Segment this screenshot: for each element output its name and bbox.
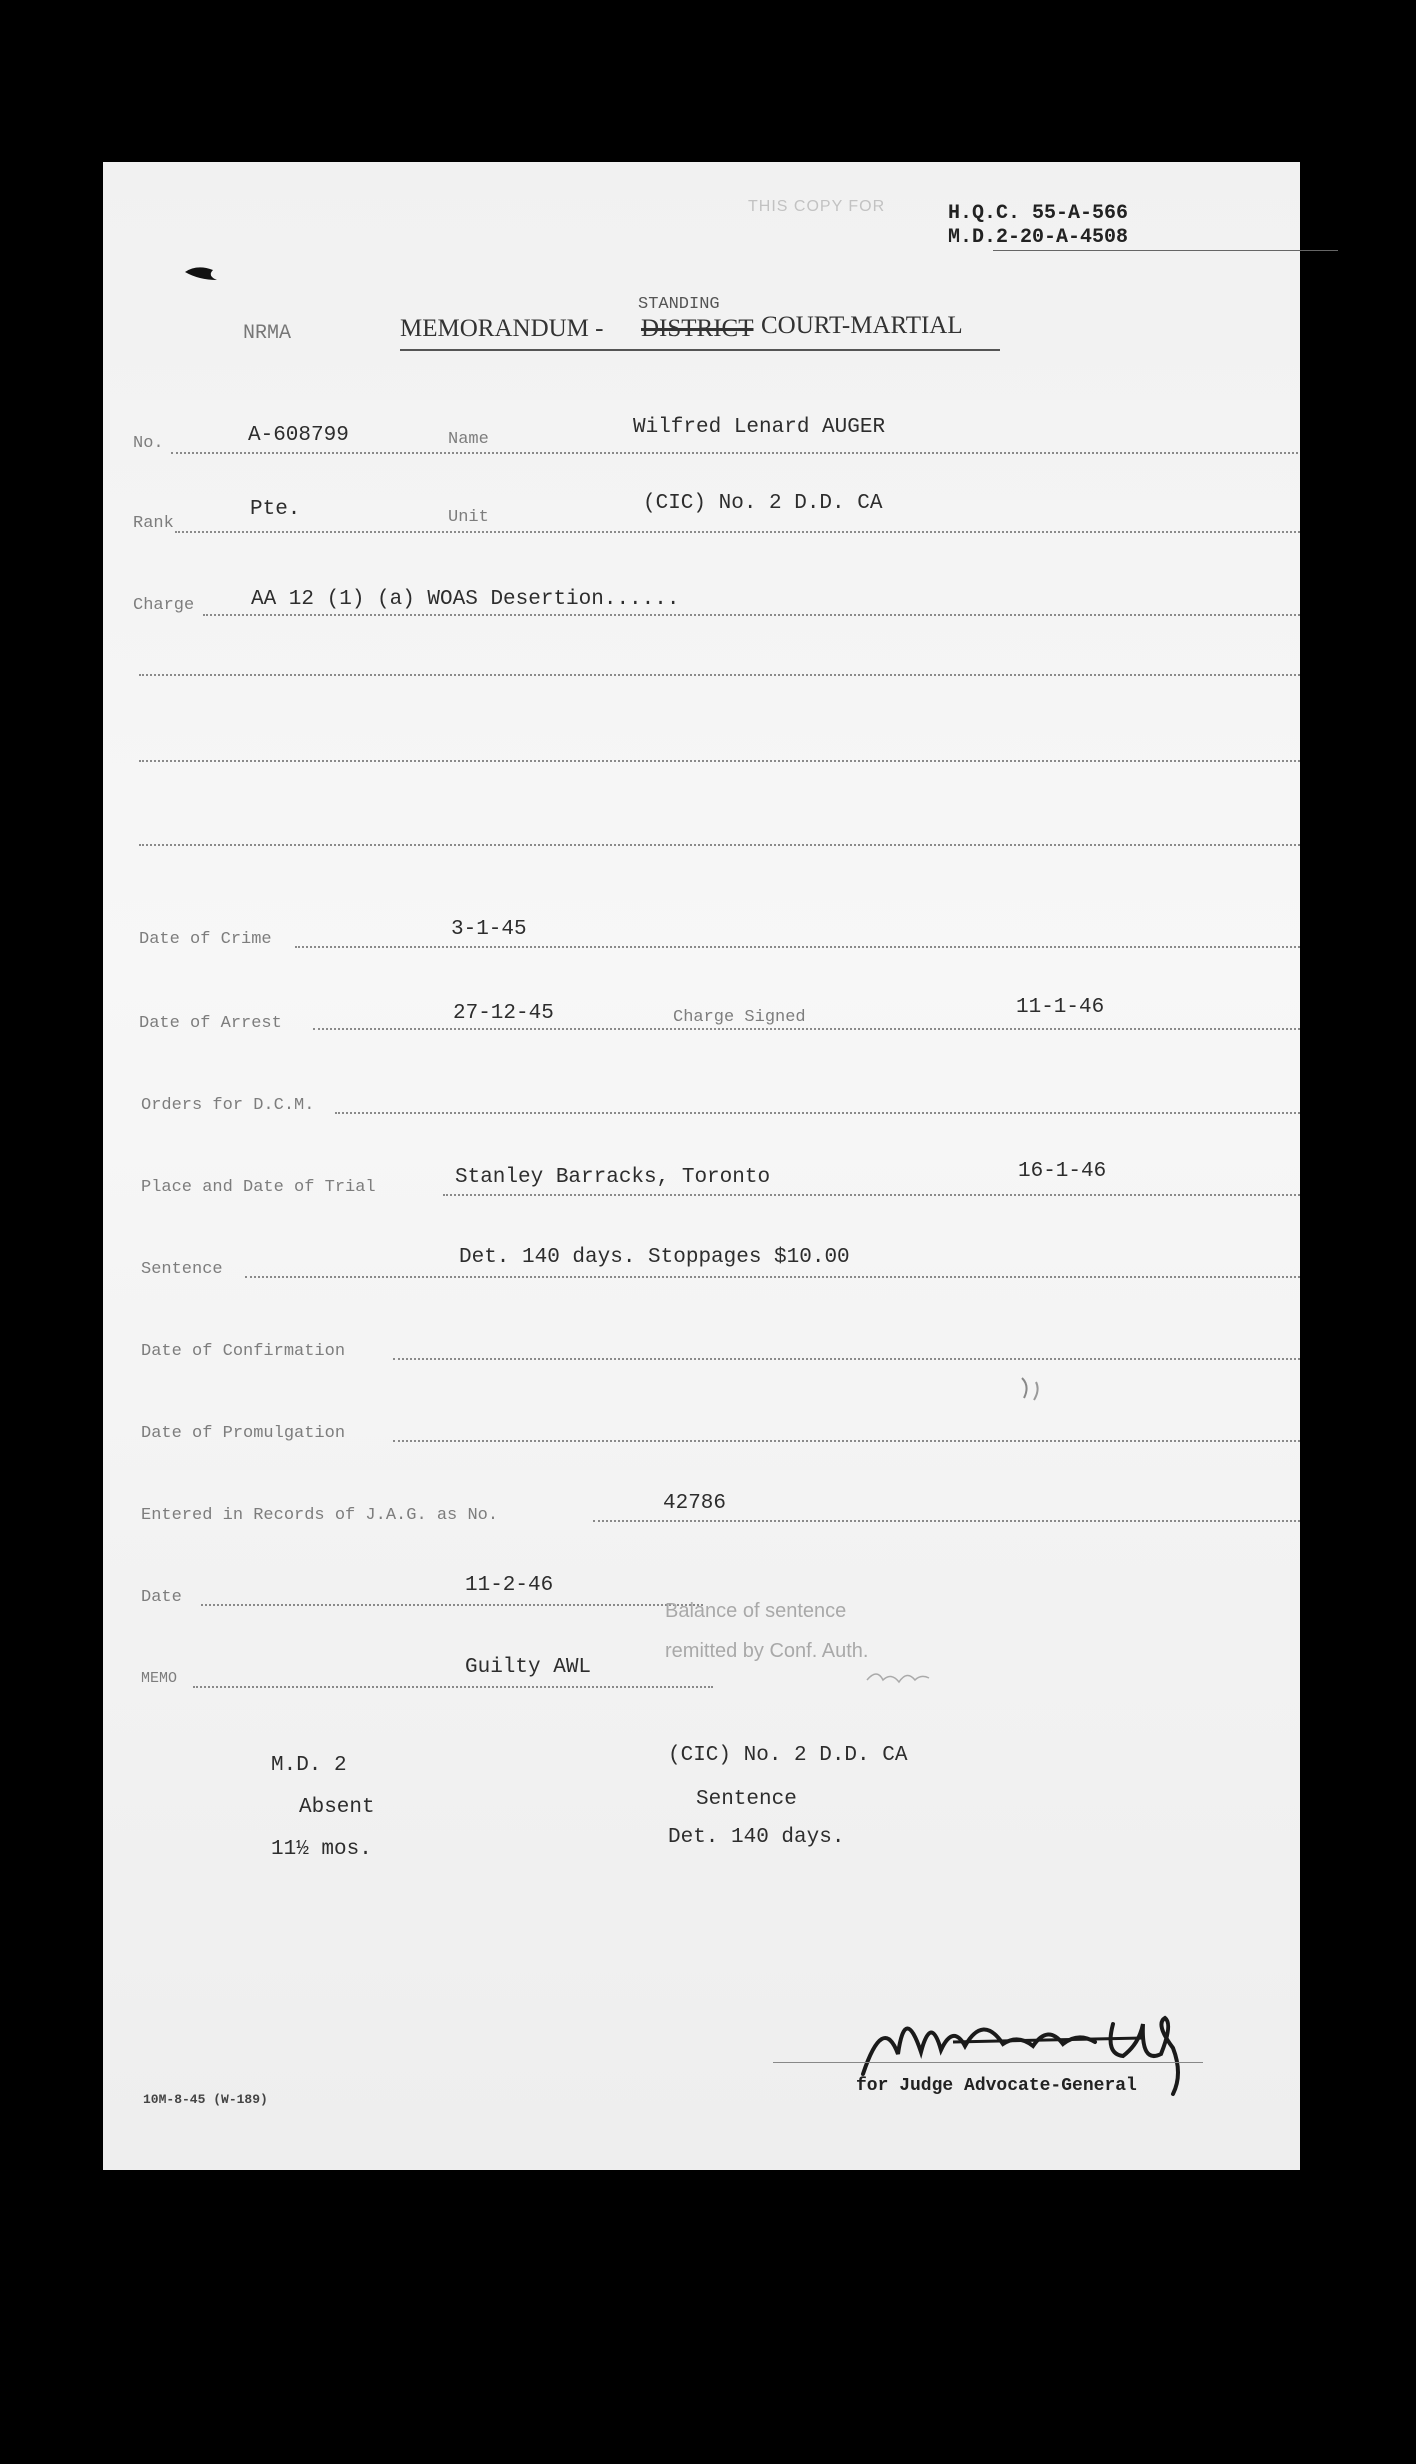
value-number: A-608799 [248, 424, 349, 447]
remission-initials [863, 1664, 933, 1688]
memorandum-sheet [103, 162, 1300, 2170]
value-trial-date: 16-1-46 [1018, 1160, 1107, 1183]
label-name: Name [448, 430, 489, 449]
label-entered-records: Entered in Records of J.A.G. as No. [141, 1506, 499, 1525]
corner-code: NRMA [243, 322, 292, 345]
label-rank: Rank [133, 514, 174, 533]
value-date-of-crime: 3-1-45 [451, 918, 527, 941]
note-right-line-3: Det. 140 days. [668, 1826, 845, 1849]
form-code: 10M-8-45 (W-189) [143, 2092, 268, 2107]
rule-charge-3 [139, 760, 1300, 762]
rule-memo [193, 1686, 713, 1688]
value-trial-place: Stanley Barracks, Toronto [455, 1166, 771, 1189]
signature-caption: for Judge Advocate-General [856, 2076, 1137, 2096]
value-charge-signed: 11-1-46 [1016, 996, 1105, 1019]
value-jag-number: 42786 [663, 1492, 727, 1515]
note-left-line-2: Absent [299, 1796, 375, 1819]
note-right-line-2: Sentence [696, 1788, 797, 1811]
note-left-line-3: 11½ mos. [271, 1838, 372, 1861]
value-name: Wilfred Lenard AUGER [633, 416, 886, 439]
remission-stamp-line-1: Balance of sentence [665, 1600, 847, 1622]
label-memo: MEMO [141, 1670, 178, 1687]
remission-stamp-line-2: remitted by Conf. Auth. [665, 1640, 869, 1662]
rule-date [201, 1604, 703, 1606]
rule-entered-records [593, 1520, 1300, 1522]
rule-date-of-arrest [313, 1028, 1300, 1030]
label-date-of-confirmation: Date of Confirmation [141, 1342, 346, 1361]
title-prefix: MEMORANDUM - [400, 315, 604, 342]
rule-orders-for-dcm [335, 1112, 1300, 1114]
value-rank: Pte. [250, 498, 301, 521]
label-charge-signed: Charge Signed [673, 1008, 806, 1027]
value-charge: AA 12 (1) (a) WOAS Desertion...... [251, 588, 680, 611]
pencil-mark [1016, 1374, 1046, 1404]
value-date: 11-2-46 [465, 1574, 554, 1597]
rule-no [171, 452, 1298, 454]
signature-line [773, 2062, 1203, 2063]
hqc-reference: H.Q.C. 55-A-566 [948, 202, 1129, 225]
rule-rank [175, 531, 1300, 533]
label-date-of-arrest: Date of Arrest [139, 1014, 282, 1033]
md-reference: M.D.2-20-A-4508 [948, 226, 1129, 249]
ink-mark [183, 262, 223, 286]
label-orders-for-dcm: Orders for D.C.M. [141, 1096, 315, 1115]
rule-charge-4 [139, 844, 1300, 846]
label-no: No. [133, 434, 164, 453]
value-unit: (CIC) No. 2 D.D. CA [643, 492, 883, 515]
rule-date-of-crime [295, 946, 1300, 948]
title-overwrite: STANDING [638, 295, 720, 314]
rule-sentence [245, 1276, 1300, 1278]
label-date-of-crime: Date of Crime [139, 930, 272, 949]
rule-place-date-trial [443, 1194, 1300, 1196]
label-sentence: Sentence [141, 1260, 223, 1279]
title-suffix: COURT-MARTIAL [761, 312, 963, 339]
md-reference-line [993, 250, 1338, 251]
label-date: Date [141, 1588, 182, 1607]
label-place-date-trial: Place and Date of Trial [141, 1178, 376, 1197]
rule-date-of-confirmation [393, 1358, 1300, 1360]
rule-charge-2 [139, 674, 1300, 676]
title-underline [400, 349, 1000, 351]
label-charge: Charge [133, 596, 195, 615]
label-unit: Unit [448, 508, 489, 527]
value-sentence: Det. 140 days. Stoppages $10.00 [459, 1246, 850, 1269]
rule-date-of-promulgation [393, 1440, 1300, 1442]
value-date-of-arrest: 27-12-45 [453, 1002, 554, 1025]
label-date-of-promulgation: Date of Promulgation [141, 1424, 346, 1443]
note-left-line-1: M.D. 2 [271, 1754, 347, 1777]
rule-charge-1 [203, 614, 1300, 616]
title-struck-word: DISTRICT [641, 315, 754, 342]
this-copy-for-stamp: THIS COPY FOR [748, 198, 886, 215]
note-right-line-1: (CIC) No. 2 D.D. CA [668, 1744, 908, 1767]
value-memo: Guilty AWL [465, 1656, 592, 1679]
